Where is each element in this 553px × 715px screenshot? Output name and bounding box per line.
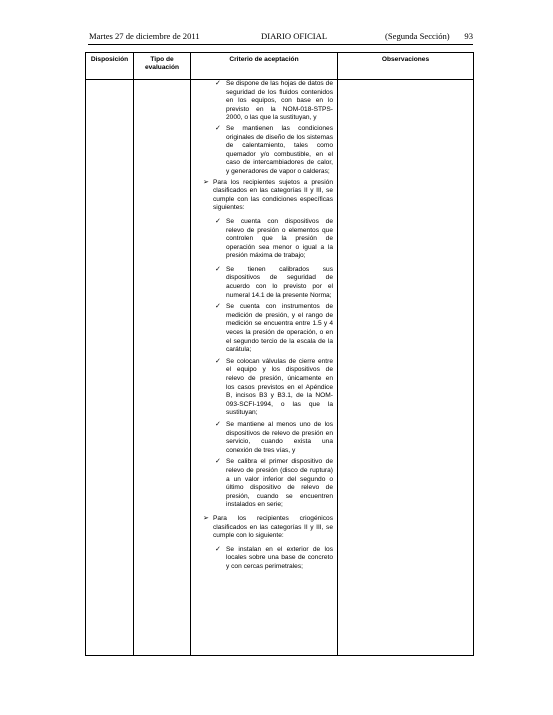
checkmark-icon: ✓ [215,124,221,132]
disposicion-cell [86,80,134,656]
criterion-text: Se mantiene al menos uno de los dispositivos de relevo de presión en servicio, cuando exista una conexión de tres vías, y [226,420,333,454]
arrow-bullet-icon: ➢ [203,514,209,522]
criterion-text: Para los recipientes criogénicos clasificados en las categorías II y III, se cumple con lo siguiente: [213,514,333,540]
criteria-list [191,80,337,571]
table-row [86,80,474,656]
column-header-observaciones: Observaciones [338,53,474,80]
criterion-text: Para los recipientes sujetos a presión clasificados en las categorías II y III, se cumple con las condiciones específicas siguientes: [213,178,333,212]
checkmark-icon: ✓ [215,217,221,225]
header-date: Martes 27 de diciembre de 2011 [89,31,200,41]
criterion-bullet-item [203,515,333,541]
checkmark-icon: ✓ [215,80,221,87]
checkmark-icon: ✓ [215,420,221,428]
criterion-text: Se tienen calibrados sus dispositivos de seguridad de acuerdo con lo previsto por el numeral 14.1 de la presente Norma; [226,265,333,299]
criterion-text: Se mantienen las condiciones originales de diseño de los sistemas de calentamiento, tales como quemador y/o combustible, en el caso de intercambiadores de calor, y generadores de vapor o calderas; [226,124,333,175]
observaciones-cell [338,80,474,656]
criterion-text: Se cuenta con dispositivos de relevo de presión o elementos que controlen que la presión de operación sea menor o igual a la presión máxima de trabajo; [226,217,333,260]
criterion-text: Se calibra el primer dispositivo de relevo de presión (disco de ruptura) a un valor inferior del segundo o último dispositivo de relevo de presión, cuando se encuentren instalados en serie; [226,458,333,509]
criterion-check-item [215,421,333,455]
checkmark-icon: ✓ [215,357,221,365]
table-header-row [86,53,474,80]
column-header-tipo-evaluacion: Tipo de evaluación [134,53,191,80]
criterio-cell [191,80,338,656]
column-header-criterio: Criterio de aceptación [191,53,338,80]
criterion-check-item [215,303,333,355]
criterion-check-item [215,266,333,300]
page-header [88,30,473,45]
criterion-check-item [215,80,333,123]
criterion-check-item [215,546,333,572]
checkmark-icon: ✓ [215,545,221,553]
checkmark-icon: ✓ [215,458,221,466]
evaluation-table [85,52,474,656]
checkmark-icon: ✓ [215,265,221,273]
tipo-evaluacion-cell [134,80,191,656]
header-section: (Segunda Sección) [385,31,450,41]
checkmark-icon: ✓ [215,303,221,311]
criterion-bullet-item [203,179,333,213]
criterion-check-item [215,125,333,177]
header-page-number: 93 [464,31,473,41]
criterion-text: Se dispone de las hojas de datos de seguridad de los fluidos contenidos en los equipos, con base en lo previsto en la NOM-018-STPS-2000, o las que la sustituyan, y [226,80,333,122]
criterion-check-item [215,358,333,418]
criterion-text: Se cuenta con instrumentos de medición de presión, y el rango de medición se encuentra entre 1.5 y 4 veces la presión de operación, o en el segundo tercio de la escala de la carátula; [226,303,333,354]
column-header-disposicion: Disposición [86,53,134,80]
arrow-bullet-icon: ➢ [203,178,209,186]
criterion-text: Se colocan válvulas de cierre entre el equipo y los dispositivos de relevo de presión, únicamente en los casos previstos en el Apéndice B, incisos B3 y B3.1, de la NOM-093-SCFI-1994, o las que la sustituyan; [226,357,333,417]
header-publication-title: DIARIO OFICIAL [261,31,328,41]
criterion-check-item [215,458,333,510]
criterion-text: Se instalan en el exterior de los locales sobre una base de concreto y con cercas perimetrales; [226,545,333,570]
criterion-check-item [215,218,333,261]
